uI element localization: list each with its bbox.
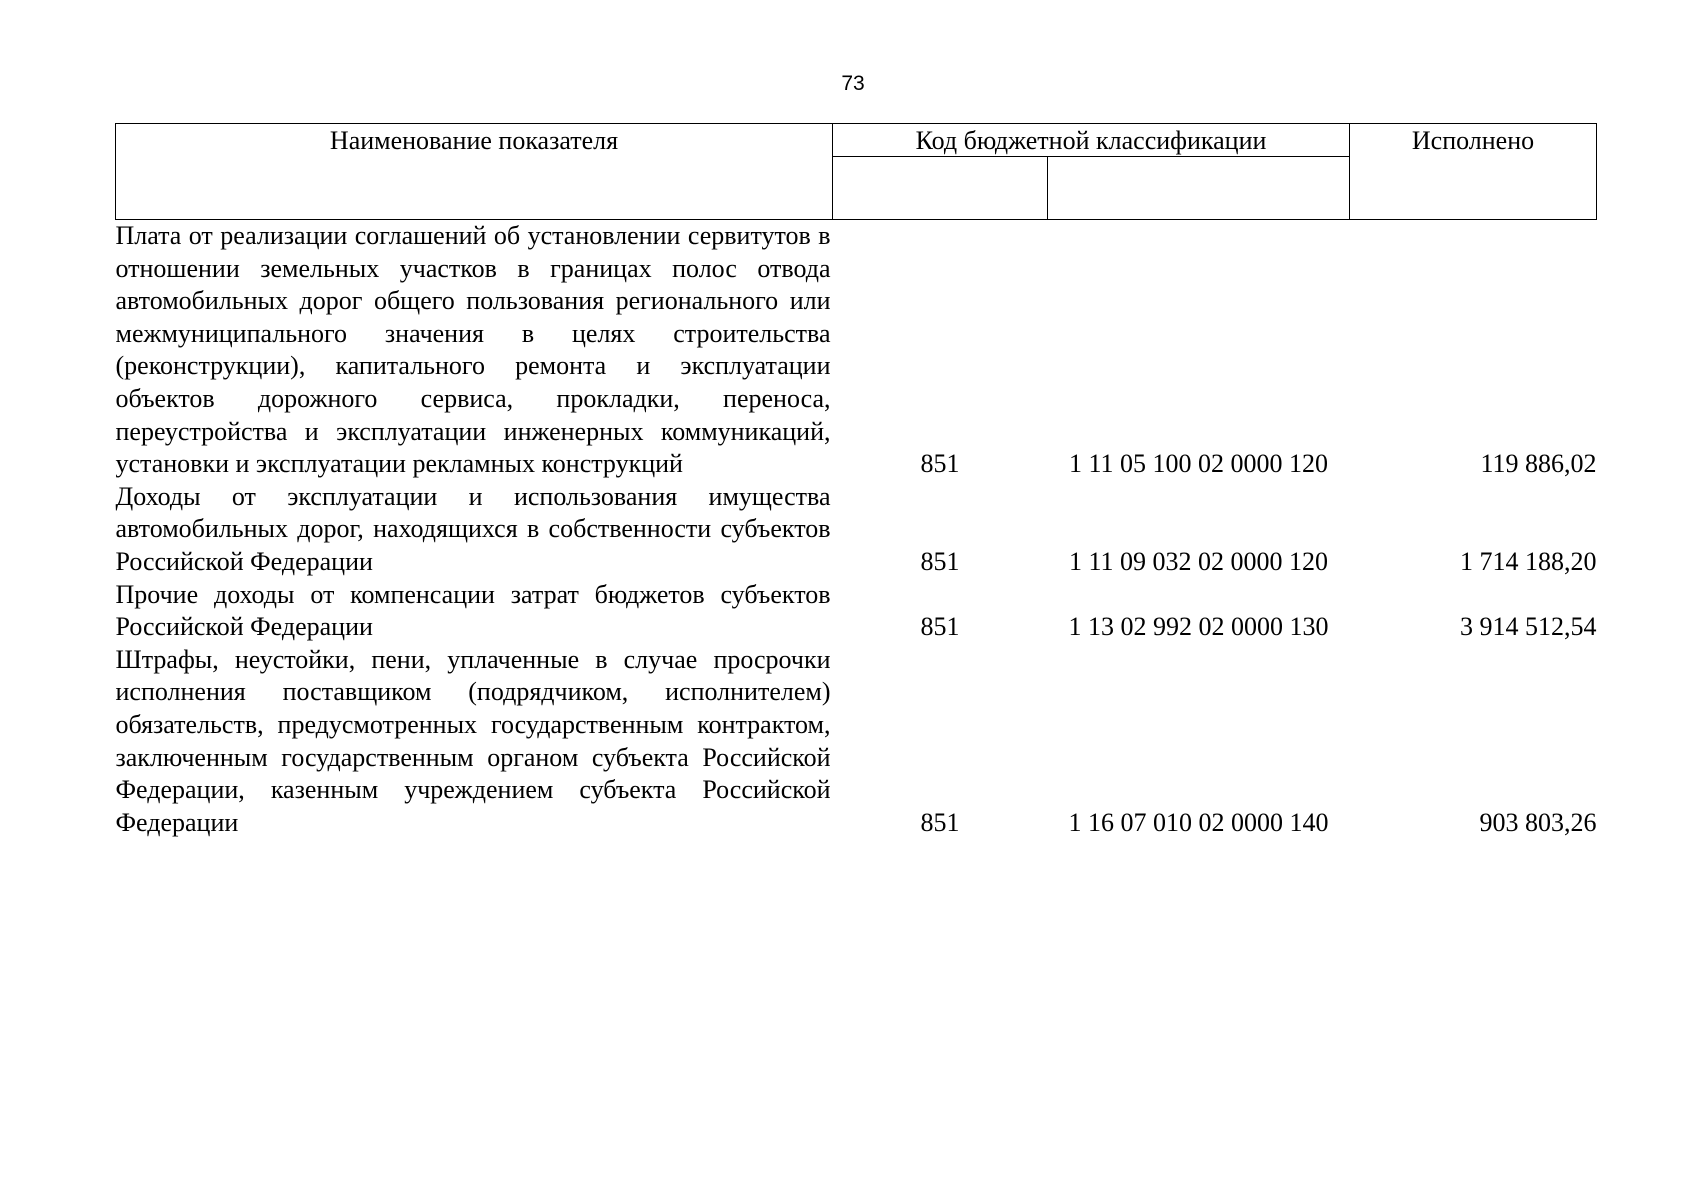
row-indicator-name: Штрафы, неустойки, пени, уплаченные в случае просрочки исполнения поставщиком (подрядчиком, исполнителем) обязательств, предусмотренных государственным контрактом, заключенным государственным органом субъекта Российской Федерации, казенным учреждением субъекта Российской Федерации — [115, 644, 831, 837]
table-row — [116, 644, 1597, 840]
table-header — [116, 124, 1597, 220]
header-indicator-name: Наименование показателя — [116, 124, 833, 220]
budget-execution-table — [115, 123, 1597, 839]
page-number: 73 — [841, 72, 865, 95]
row-admin-code: 851 — [920, 807, 960, 837]
row-classification-code: 1 13 02 992 02 0000 130 — [1068, 612, 1329, 642]
row-indicator-name: Плата от реализации соглашений об установлении сервитутов в отношении земельных участков в границах полос отвода автомобильных дорог общего пользования регионального или межмуниципального значения в целях строительства (реконструкции), капитального ремонта и эксплуатации объектов дорожного сервиса, прокладки, переноса, переустройства и эксплуатации инженерных коммуникаций, установки и эксплуатации рекламных конструкций — [115, 221, 831, 479]
table-row — [116, 220, 1597, 481]
row-admin-code: 851 — [920, 612, 960, 642]
row-indicator-name: Прочие доходы от компенсации затрат бюджетов субъектов Российской Федерации — [115, 579, 831, 642]
row-classification-code: 1 11 09 032 02 0000 120 — [1068, 546, 1329, 576]
row-executed-amount: 903 803,26 — [1479, 807, 1597, 837]
table-body — [116, 220, 1597, 840]
header-income-code — [1048, 157, 1350, 220]
row-admin-code: 851 — [920, 546, 960, 576]
row-classification-code: 1 11 05 100 02 0000 120 — [1068, 449, 1329, 479]
row-admin-code: 851 — [920, 449, 960, 479]
row-classification-code: 1 16 07 010 02 0000 140 — [1068, 807, 1329, 837]
header-executed: Исполнено — [1350, 124, 1597, 220]
table-row — [116, 481, 1597, 579]
row-executed-amount: 119 886,02 — [1480, 449, 1597, 479]
row-executed-amount: 3 914 512,54 — [1460, 612, 1597, 642]
row-indicator-name: Доходы от эксплуатации и использования имущества автомобильных дорог, находящихся в собственности субъектов Российской Федерации — [115, 481, 831, 576]
table-row — [116, 579, 1597, 644]
row-executed-amount: 1 714 188,20 — [1460, 546, 1597, 576]
header-budget-classification-code: Код бюджетной классификации — [833, 124, 1350, 157]
header-admin-code — [833, 157, 1048, 220]
